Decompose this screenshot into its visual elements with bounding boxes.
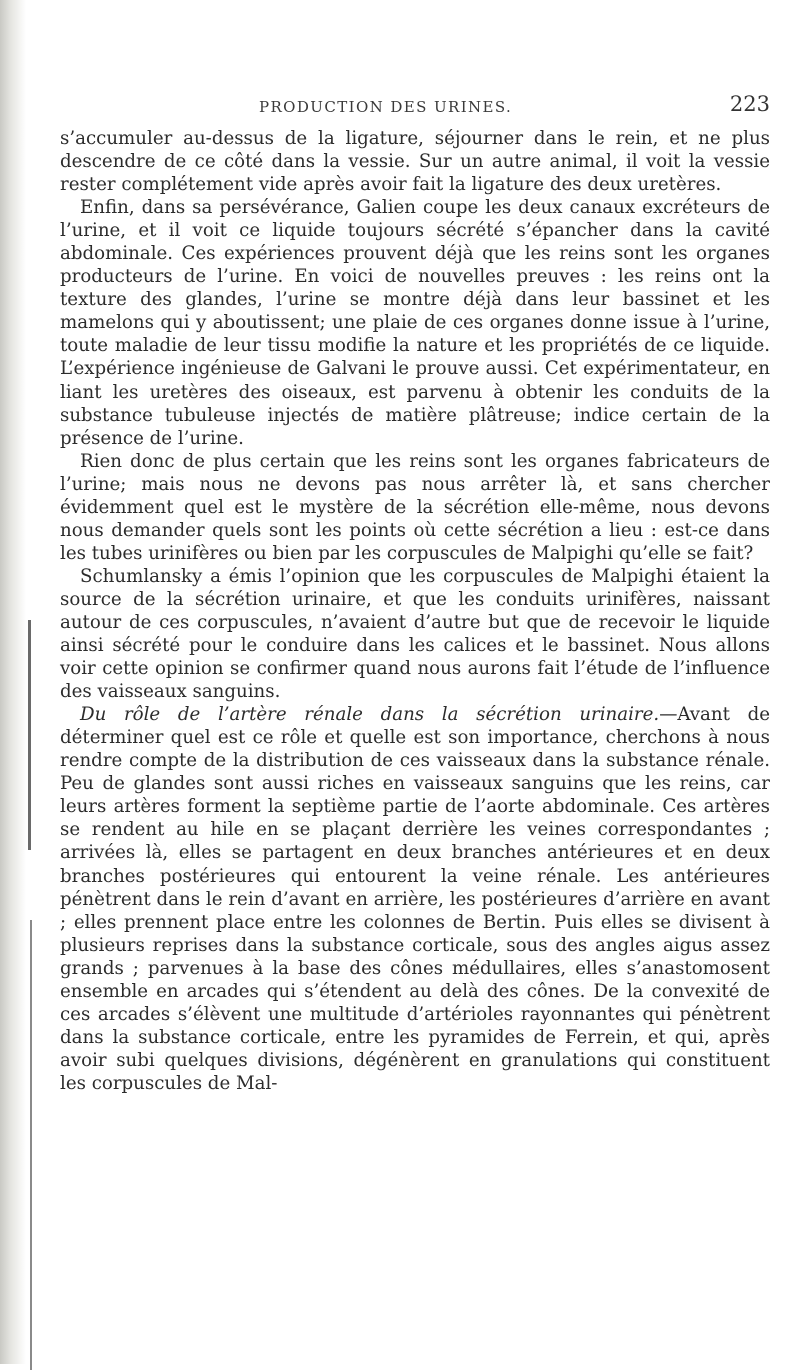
section-heading: Du rôle de l’artère rénale dans la sécrétion urinaire. — [80, 704, 660, 726]
binding-edge — [28, 620, 31, 850]
paragraph: Rien donc de plus certain que les reins sont les organes fabricateurs de l’urine; mais nous ne devons pas nous arrêter là, et sans chercher évidemment quel est le mystère de la sécrétion elle-même, nous devons nous demander quels sont les points où cette sécrétion a lieu : est-ce dans les tubes urinifères ou bien par les corpuscules de Malpighi qu’elle se fait? — [60, 450, 770, 564]
page-number: 223 — [729, 92, 770, 116]
paragraph: Schumlansky a émis l’opinion que les corpuscules de Malpighi étaient la source de la sécrétion urinaire, et que les conduits urinifères, naissant autour de ces corpuscules, n’avaient d’autre but que de recevoir le liquide ainsi sécrété pour le conduire dans les calices et le bassinet. Nous allons voir cette opinion se confirmer quand nous aurons fait l’étude de l’influence des vaisseaux sanguins. — [60, 565, 770, 703]
paragraph: Enfin, dans sa persévérance, Galien coupe les deux canaux excréteurs de l’urine, et il voit ce liquide toujours sécrété s’épancher dans la cavité abdominale. Ces expériences prouvent déjà que les reins sont les organes producteurs de l’urine. En voici de nouvelles preuves : les reins ont la texture des glandes, l’urine se montre déjà dans leur bassinet et les mamelons qui y aboutissent; une plaie de ces organes donne issue à l’urine, toute maladie de leur tissu modifie la nature et les propriétés de ce liquide. L’expérience ingénieuse de Galvani le prouve aussi. Cet expérimentateur, en liant les uretères des oiseaux, est parvenu à obtenir les conduits de la substance tubuleuse injectés de matière plâtreuse; indice certain de la présence de l’urine. — [60, 197, 770, 449]
running-title: PRODUCTION DES URINES. — [259, 98, 513, 116]
page-binding-shadow — [0, 0, 26, 1364]
paragraph — [60, 703, 770, 1095]
running-head — [60, 92, 770, 122]
binding-edge-lower — [30, 920, 32, 1370]
paragraph-text: —Avant de déterminer quel est ce rôle et quelle est son importance, cherchons à nous rendre compte de la distribution de ces vaisseaux dans la substance rénale. Peu de glandes sont aussi riches en vaisseaux sanguins que les reins, car leurs artères forment la septième partie de l’aorte abdominale. Ces artères se rendent au hile en se plaçant derrière les veines correspondantes ; arrivées là, elles se partagent en deux branches antérieures et en deux branches postérieures qui entourent la veine rénale. Les antérieures pénètrent dans le rein d’avant en arrière, les postérieures d’arrière en avant ; elles prennent place entre les colonnes de Bertin. Puis elles se divisent à plusieurs reprises dans la substance corticale, sous des angles aigus assez grands ; parvenues à la base des cônes médullaires, elles s’anastomosent ensemble en arcades qui s’étendent au delà des cônes. De la convexité de ces arcades s’élèvent une multitude d’artérioles rayonnantes qui pénètrent dans la substance corticale, entre les pyramides de Ferrein, et qui, après avoir subi quelques divisions, dégénèrent en granulations qui constituent les corpuscules de Mal- — [60, 704, 770, 1094]
body-text — [60, 127, 770, 1095]
book-page — [60, 92, 770, 1095]
paragraph: s’accumuler au-dessus de la ligature, séjourner dans le rein, et ne plus descendre de ce côté dans la vessie. Sur un autre animal, il voit la vessie rester complétement vide après avoir fait la ligature des deux uretères. — [60, 128, 770, 196]
